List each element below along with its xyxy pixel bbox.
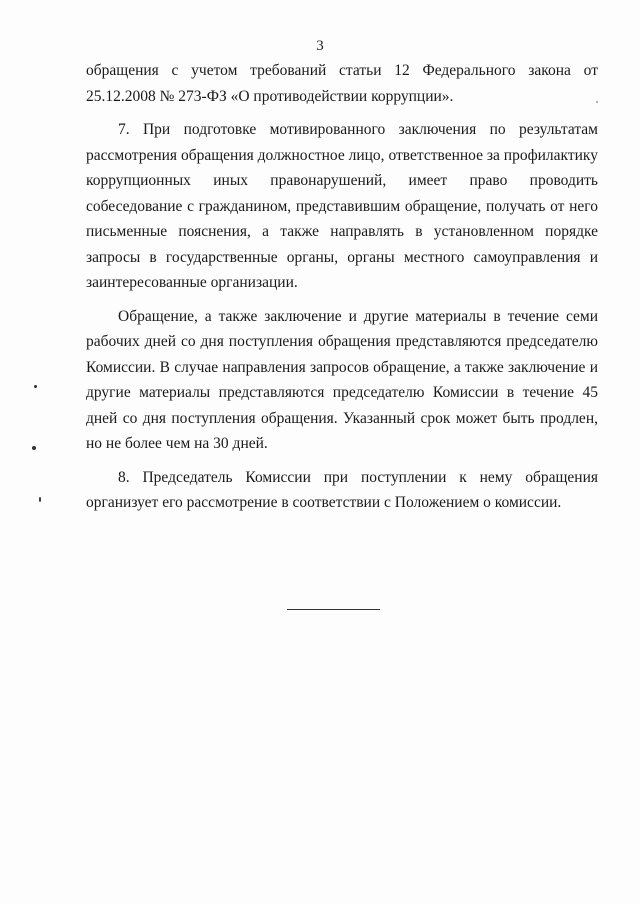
scan-speck (34, 385, 37, 388)
paragraph-deadlines: Обращение, а также заключение и другие материалы в течение семи рабочих дней со дня поступления обращения представляются председателю Комиссии. В случае направления запросов обращение, а также заключение и другие материалы представляются председателю Комиссии в течение 45 дней со дня поступления обращения. Указанный срок может быть продлен, но не более чем на 30 дней. (86, 307, 598, 452)
document-body (86, 58, 598, 516)
paragraph-continuation: обращения с учетом требований статьи 12 Федерального закона от 25.12.2008 № 273-ФЗ «О противодействии коррупции». (86, 62, 598, 105)
paragraph-item-7: 7. При подготовке мотивированного заключения по результатам рассмотрения обращения должностное лицо, ответственное за профилактику коррупционных иных правонарушений, имеет право проводить собеседование с гражданином, представившим обращение, получать от него письменные пояснения, а также направлять в установленном порядке запросы в государственные органы, органы местного самоуправления и заинтересованные организации. (86, 121, 598, 291)
scan-speck (39, 497, 41, 502)
page-number: 3 (316, 38, 324, 54)
scan-speck (32, 446, 36, 450)
scan-speck (596, 101, 598, 103)
paragraph-item-8: 8. Председатель Комиссии при поступлении к нему обращения организует его рассмотрение в соответствии с Положением о комиссии. (86, 468, 598, 511)
closing-rule (287, 609, 380, 610)
